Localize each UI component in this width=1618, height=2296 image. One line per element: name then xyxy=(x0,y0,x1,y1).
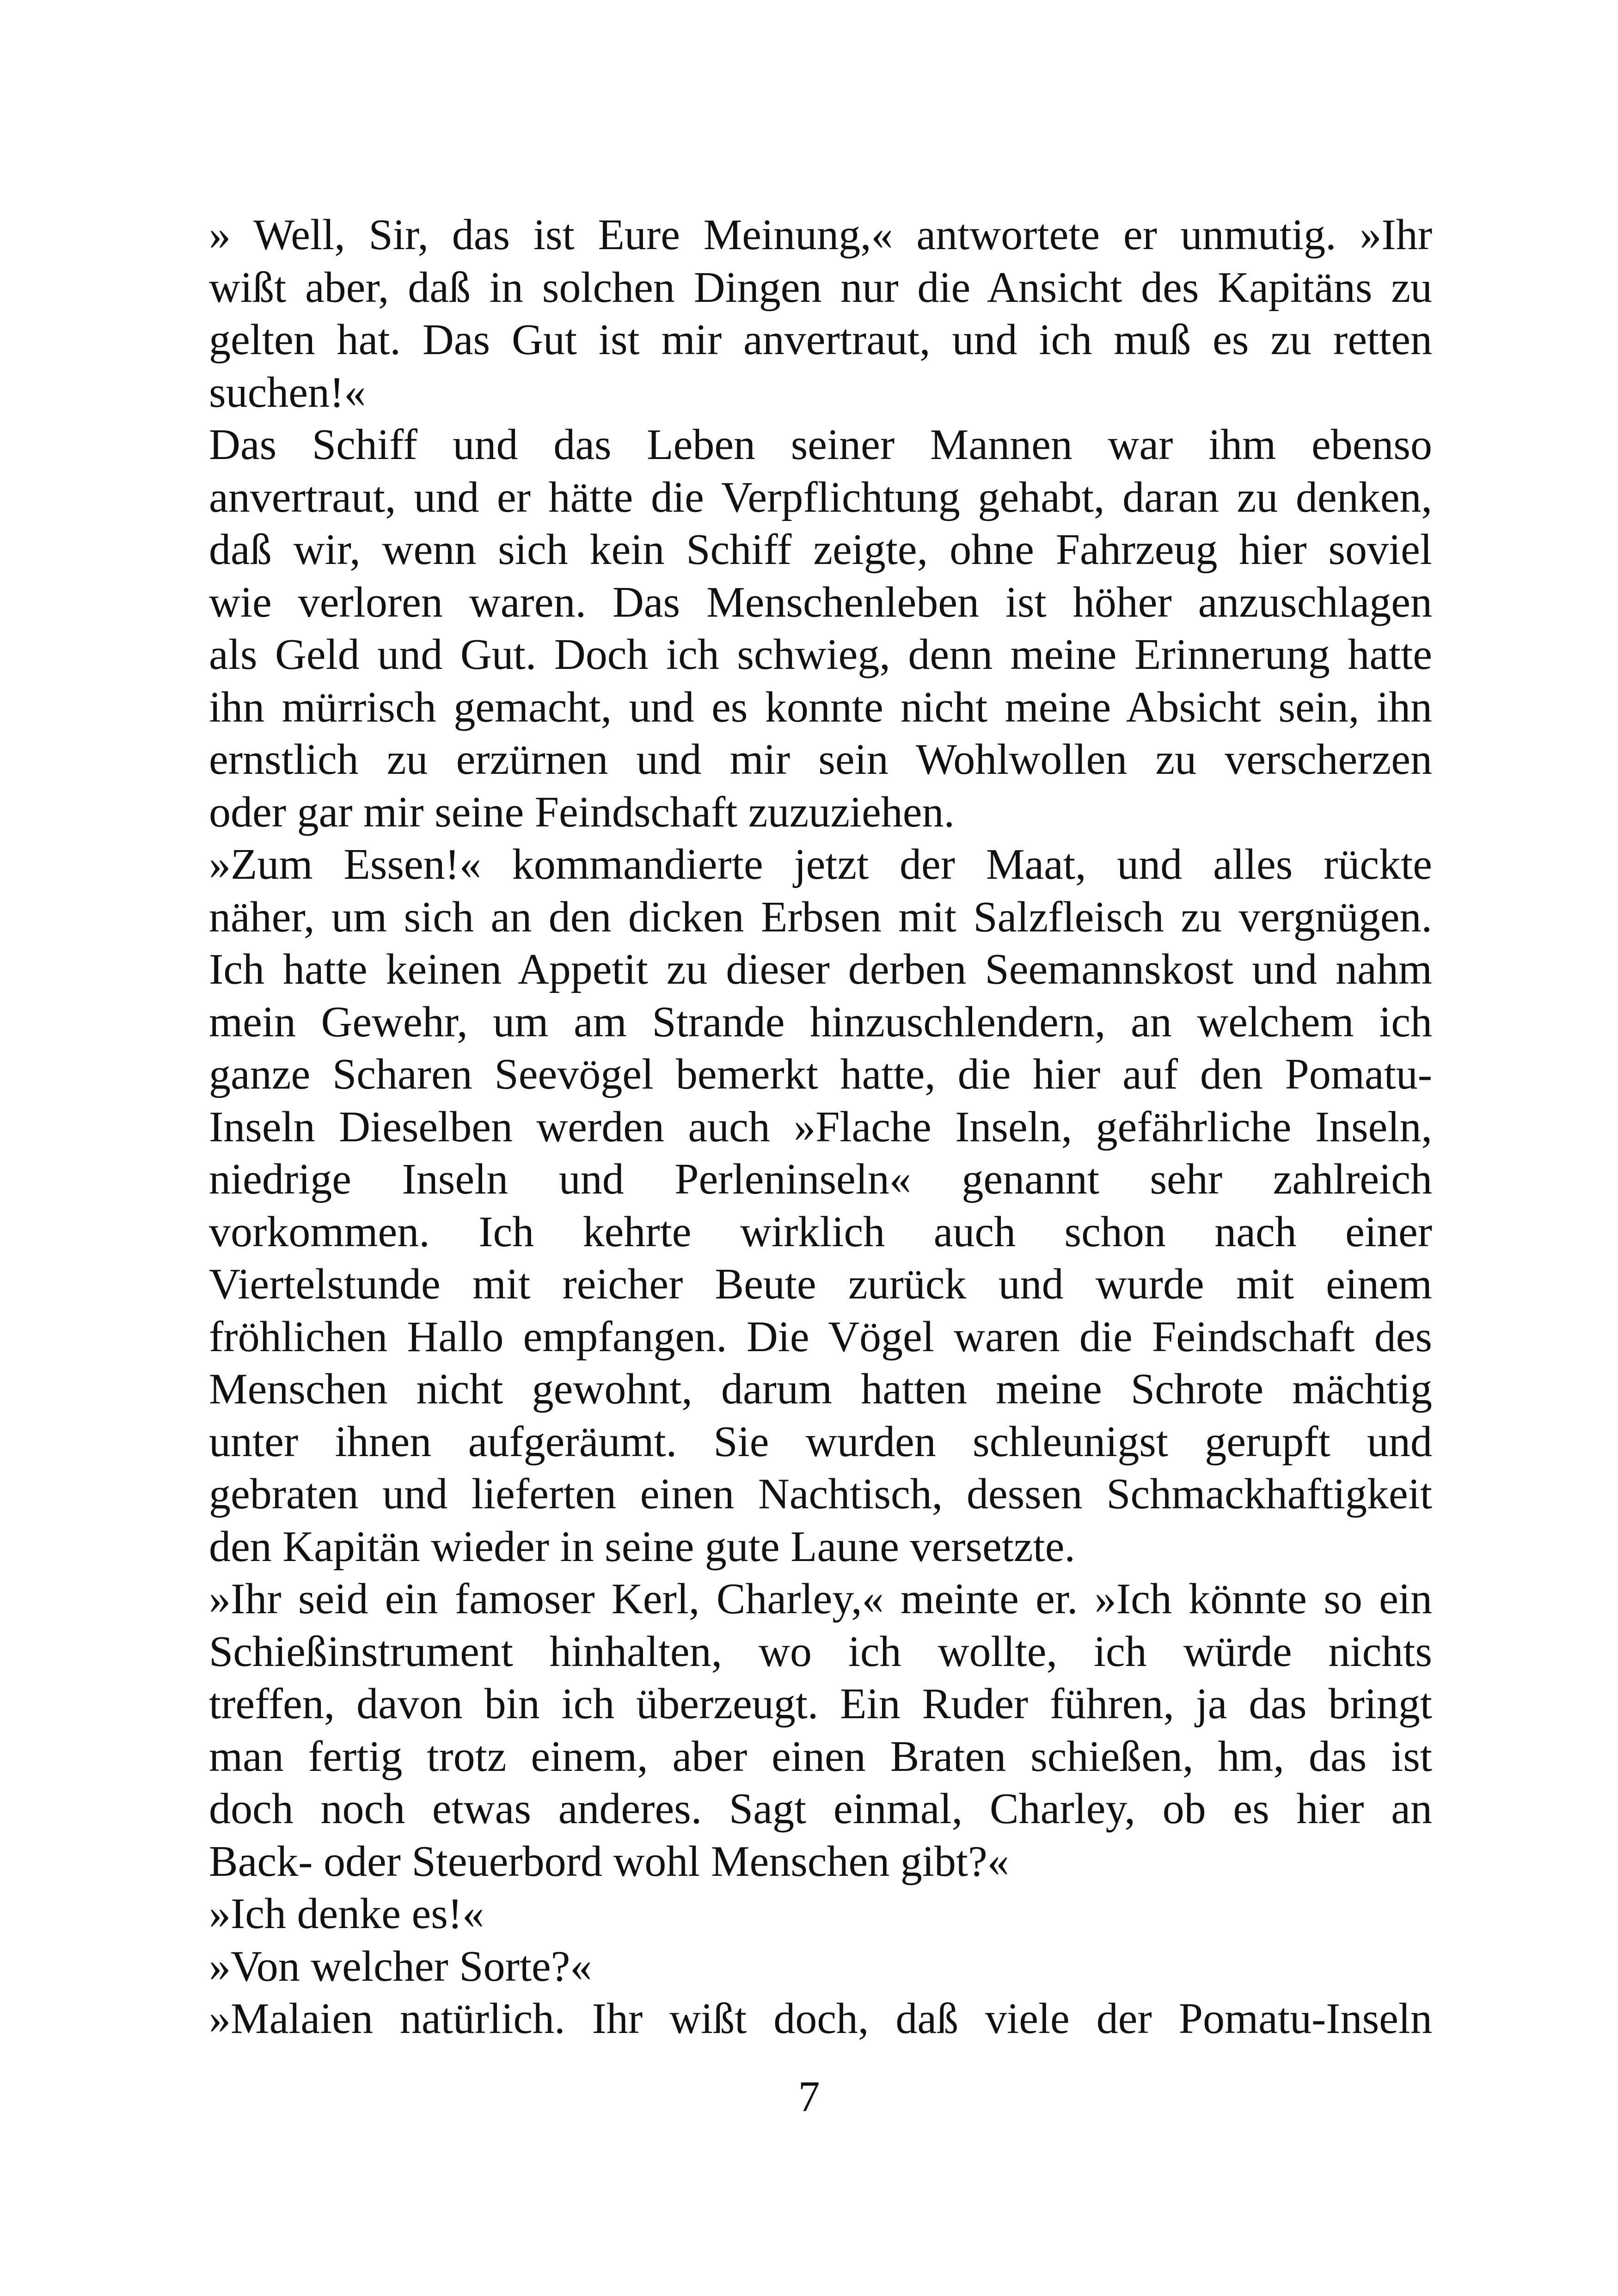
text-line: ihn mürrisch gemacht, und es konnte nicht meine Absicht sein, ihn xyxy=(209,683,1432,731)
text-line: Menschen nicht gewohnt, darum hatten meine Schrote mächtig xyxy=(209,1365,1432,1413)
text-line: Inseln Dieselben werden auch »Flache Inseln, gefährliche Inseln, xyxy=(209,1102,1432,1151)
text-line: Das Schiff und das Leben seiner Mannen war ihm ebenso xyxy=(209,421,1432,469)
text-line: unter ihnen aufgeräumt. Sie wurden schleunigst gerupft und xyxy=(209,1417,1432,1466)
text-line: »Ich denke es!« xyxy=(209,1890,484,1938)
text-line: mein Gewehr, um am Strande hinzuschlendern, an welchem ich xyxy=(209,998,1432,1046)
text-line: gelten hat. Das Gut ist mir anvertraut, und ich muß es zu retten xyxy=(209,316,1432,364)
text-line: fröhlichen Hallo empfangen. Die Vögel waren die Feindschaft des xyxy=(209,1312,1432,1361)
text-line: » Well, Sir, das ist Eure Meinung,« antwortete er unmutig. »Ihr xyxy=(209,211,1432,259)
text-line: vorkommen. Ich kehrte wirklich auch schon nach einer xyxy=(209,1207,1432,1256)
text-line: niedrige Inseln und Perleninseln« genannt sehr zahlreich xyxy=(209,1155,1432,1203)
text-line: näher, um sich an den dicken Erbsen mit Salzfleisch zu vergnügen. xyxy=(209,893,1432,941)
text-line: treffen, davon bin ich überzeugt. Ein Ruder führen, ja das bringt xyxy=(209,1680,1432,1728)
text-line: ernstlich zu erzürnen und mir sein Wohlwollen zu verscherzen xyxy=(209,735,1432,784)
text-line: den Kapitän wieder in seine gute Laune versetzte. xyxy=(209,1522,1075,1571)
text-line: Ich hatte keinen Appetit zu dieser derben Seemannskost und nahm xyxy=(209,945,1432,993)
page-number: 7 xyxy=(798,2073,820,2121)
text-line: man fertig trotz einem, aber einen Braten schießen, hm, das ist xyxy=(209,1732,1432,1781)
text-line: »Ihr seid ein famoser Kerl, Charley,« meinte er. »Ich könnte so ein xyxy=(209,1575,1432,1623)
text-line: »Zum Essen!« kommandierte jetzt der Maat, und alles rückte xyxy=(209,840,1432,888)
text-line: ganze Scharen Seevögel bemerkt hatte, die hier auf den Pomatu- xyxy=(209,1050,1432,1098)
text-line: wie verloren waren. Das Menschenleben ist höher anzuschlagen xyxy=(209,578,1432,626)
body-text xyxy=(209,209,1432,2045)
text-line: »Malaien natürlich. Ihr wißt doch, daß viele der Pomatu-Inseln xyxy=(209,1995,1432,2043)
text-line: Back- oder Steuerbord wohl Menschen gibt?« xyxy=(209,1837,1009,1886)
text-line: doch noch etwas anderes. Sagt einmal, Charley, ob es hier an xyxy=(209,1785,1432,1833)
text-line: suchen!« xyxy=(209,368,366,416)
text-line: wißt aber, daß in solchen Dingen nur die Ansicht des Kapitäns zu xyxy=(209,263,1432,312)
text-line: Viertelstunde mit reicher Beute zurück und wurde mit einem xyxy=(209,1260,1432,1308)
text-line: anvertraut, und er hätte die Verpflichtung gehabt, daran zu denken, xyxy=(209,473,1432,521)
text-line: Schießinstrument hinhalten, wo ich wollte, ich würde nichts xyxy=(209,1627,1432,1676)
text-line: gebraten und lieferten einen Nachtisch, dessen Schmackhaftigkeit xyxy=(209,1470,1432,1518)
text-line: daß wir, wenn sich kein Schiff zeigte, ohne Fahrzeug hier soviel xyxy=(209,526,1432,574)
text-line: oder gar mir seine Feindschaft zuzuziehen. xyxy=(209,788,955,836)
text-line: »Von welcher Sorte?« xyxy=(209,1942,592,1990)
text-line: als Geld und Gut. Doch ich schwieg, denn meine Erinnerung hatte xyxy=(209,631,1432,679)
